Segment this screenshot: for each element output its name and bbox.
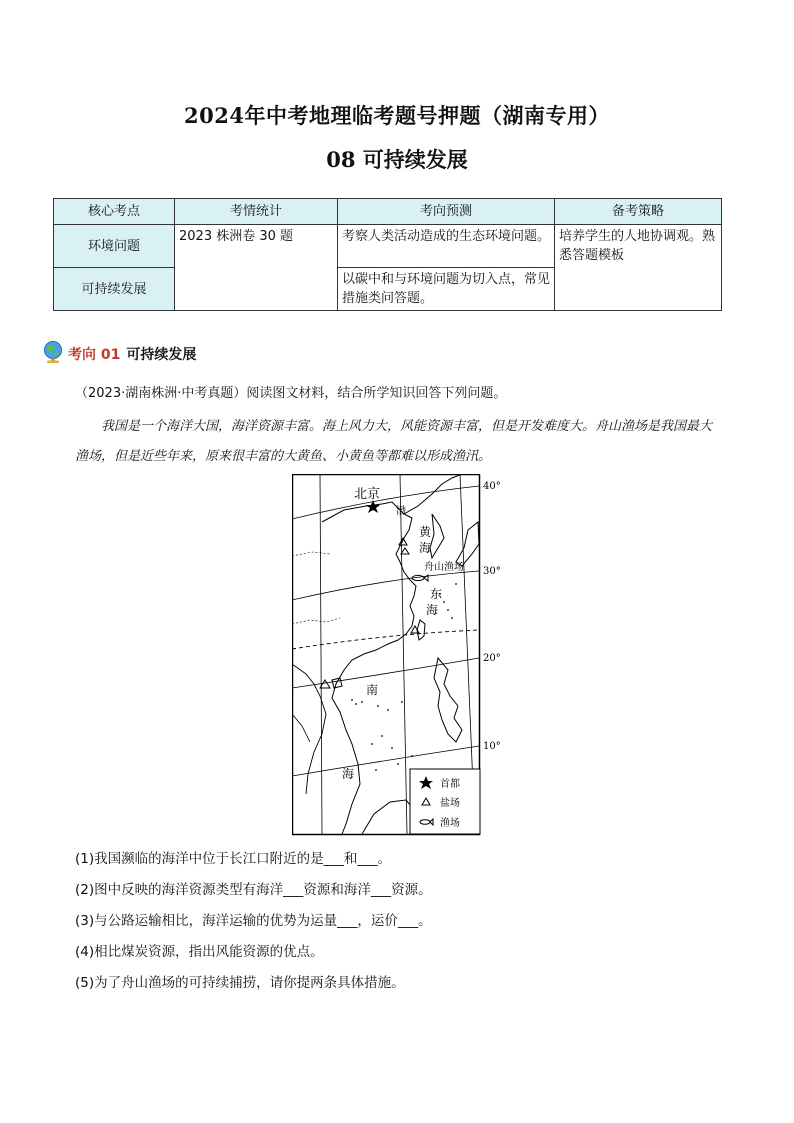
topic-cell: 可持续发展 (54, 268, 175, 311)
strategy-cell: 培养学生的人地协调观。熟悉答题模板 (555, 225, 722, 311)
latitude-label: 30° (483, 566, 501, 577)
latitude-label: 20° (483, 653, 501, 664)
question-source: （2023·湖南株洲·中考真题）阅读图文材料，结合所学知识回答下列问题。 (75, 386, 507, 401)
globe-icon (42, 340, 64, 368)
map-label-hai: 海 (342, 767, 355, 781)
document-title: 2024年中考地理临考题号押题（湖南专用） (184, 103, 610, 128)
prediction-cell: 考察人类活动造成的生态环境问题。 (338, 225, 555, 268)
topic-cell: 环境问题 (54, 225, 175, 268)
legend-capital-label: 首都 (440, 779, 460, 790)
section-tag: 考向 01 (68, 347, 121, 363)
map-label-nan: 南 (366, 683, 379, 697)
question-item: (2)图中反映的海洋资源类型有海洋___资源和海洋___资源。 (75, 882, 432, 898)
header-stats: 考情统计 (175, 199, 338, 225)
china-seas-map (292, 474, 510, 836)
legend-salt-label: 盐场 (440, 798, 460, 809)
map-label-dong-hai: 海 (426, 603, 439, 617)
question-item: (3)与公路运输相比，海洋运输的优势为运量___，运价___。 (75, 913, 432, 929)
map-label-huang: 黄 (419, 525, 432, 539)
header-core-topic: 核心考点 (54, 199, 175, 225)
question-item: (1)我国濒临的海洋中位于长江口附近的是___和___。 (75, 851, 392, 867)
map-label-beijing: 北京 (354, 487, 381, 502)
map-figure (292, 474, 510, 836)
section-heading (42, 340, 196, 368)
reading-material: 我国是一个海洋大国，海洋资源丰富。海上风力大，风能资源丰富，但是开发难度大。舟山渔场是我国最大渔场，但是近些年来，原来很丰富的大黄鱼、小黄鱼等都难以形成渔汛。 (75, 419, 713, 464)
stats-cell: 2023 株洲卷 30 题 (175, 225, 338, 311)
latitude-label: 10° (483, 741, 501, 752)
header-strategy: 备考策略 (555, 199, 722, 225)
header-prediction: 考向预测 (338, 199, 555, 225)
latitude-label: 40° (483, 481, 501, 492)
document-subtitle: 08 可持续发展 (326, 147, 468, 172)
question-item: (4)相比煤炭资源，指出风能资源的优点。 (75, 944, 324, 960)
table-row (54, 225, 722, 268)
prediction-cell: 以碳中和与环境问题为切入点，常见措施类问答题。 (338, 268, 555, 311)
map-label-dong: 东 (430, 587, 443, 601)
map-label-bo: 渤 (396, 506, 406, 517)
table-header-row (54, 199, 722, 225)
map-label-zhoushan: 舟山渔场 (424, 562, 464, 573)
summary-table (53, 198, 722, 311)
map-legend (410, 769, 480, 834)
map-label-huang-hai: 海 (419, 541, 432, 555)
question-item: (5)为了舟山渔场的可持续捕捞，请你提两条具体措施。 (75, 975, 405, 991)
question-list (75, 848, 735, 1003)
legend-fishery-label: 渔场 (440, 818, 460, 829)
section-title: 可持续发展 (126, 347, 197, 363)
